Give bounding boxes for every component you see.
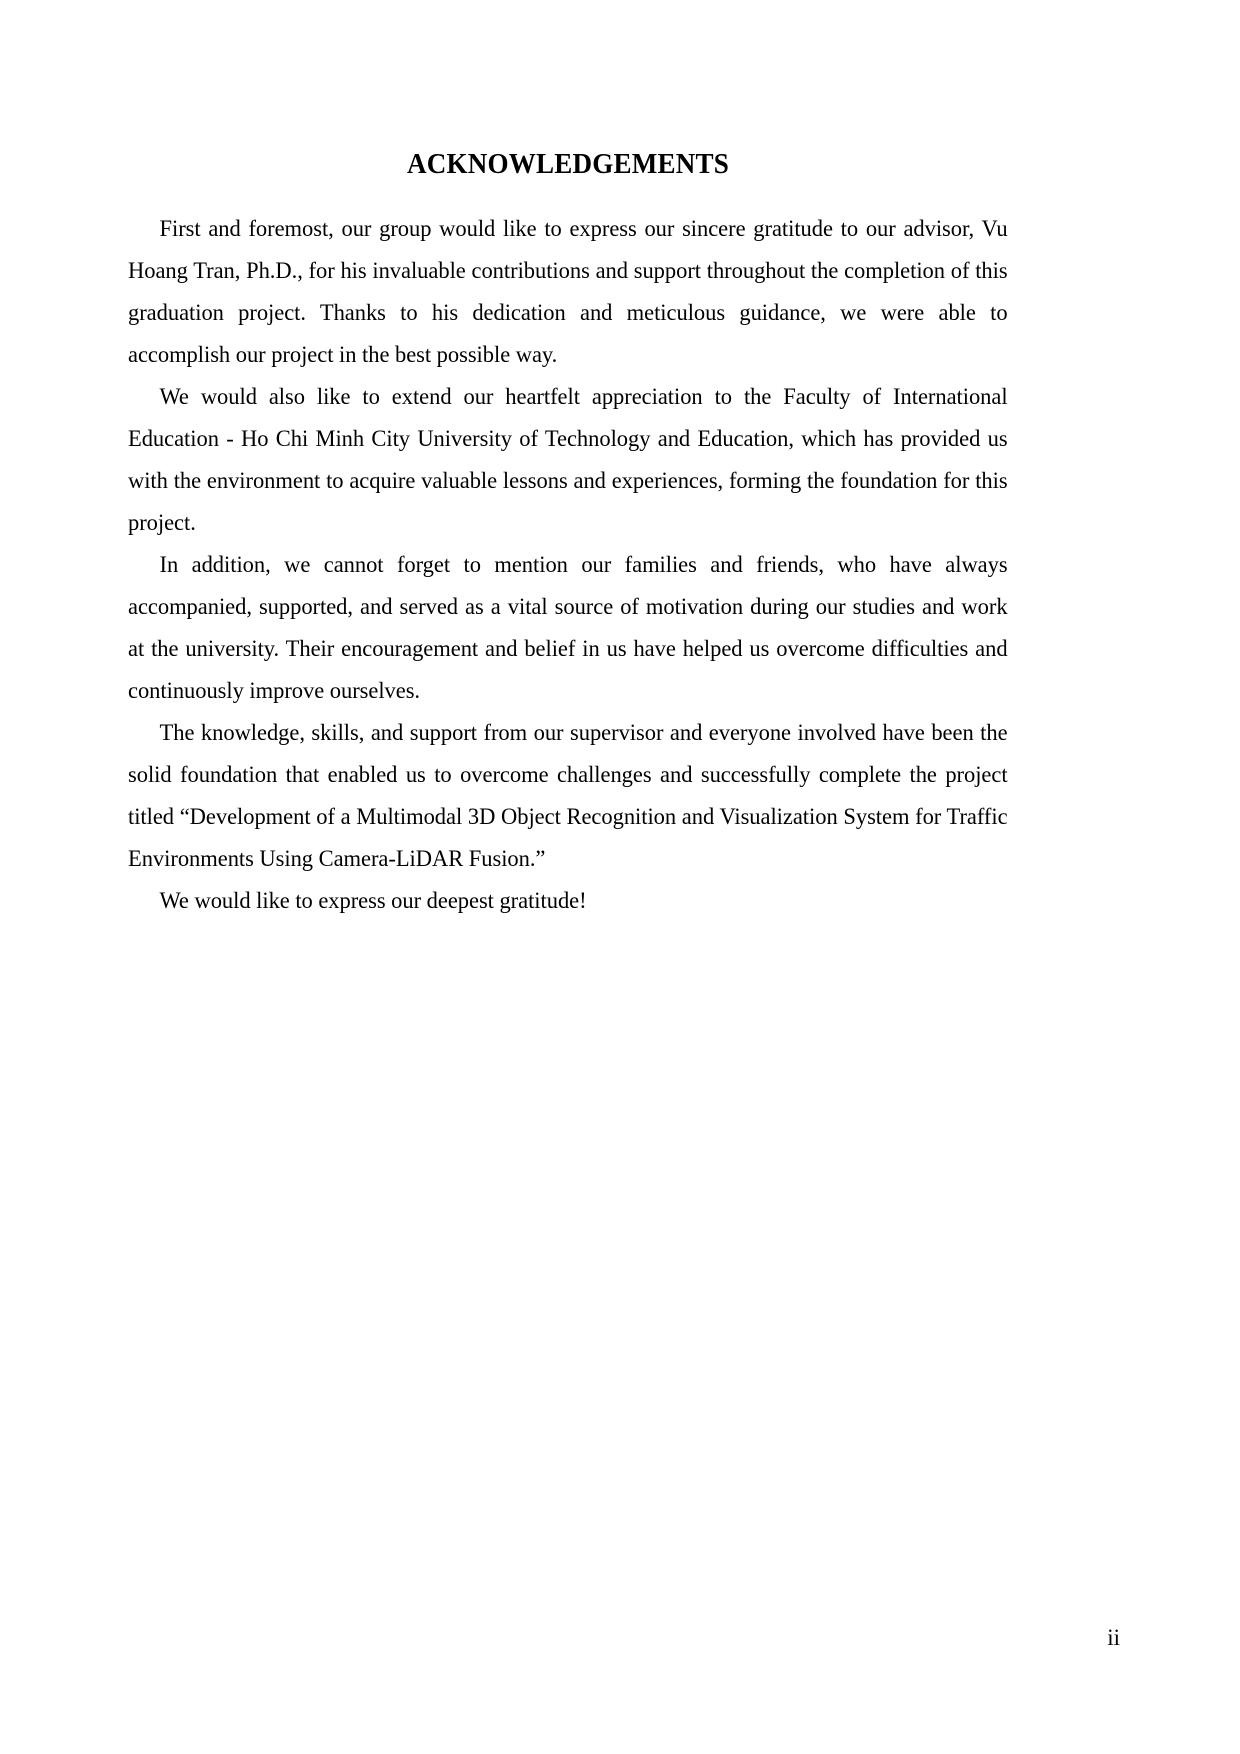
paragraph-4: The knowledge, skills, and support from our supervisor and everyone involved have been the solid foundation that enabled us to overcome challenges and successfully complete the project titled “Development of a Multimodal 3D Object Recognition and Visualization System for Traffic Environments Using Camera-LiDAR Fusion.”	[128, 720, 1008, 873]
paragraph-3: In addition, we cannot forget to mention our families and friends, who have always accompanied, supported, and served as a vital source of motivation during our studies and work at the university. Their encouragement and belief in us have helped us overcome difficulties and continuously improve ourselves.	[128, 552, 1008, 705]
paragraph-1: First and foremost, our group would like to express our sincere gratitude to our advisor, Vu Hoang Tran, Ph.D., for his invaluable contributions and support throughout the completion of this graduation project. Thanks to his dedication and meticulous guidance, we were able to accomplish our project in the best possible way.	[128, 216, 1008, 369]
page-number: ii	[1107, 1625, 1120, 1650]
page-title: ACKNOWLEDGEMENTS	[407, 149, 729, 180]
page-content	[128, 0, 1008, 922]
paragraph-5: We would like to express our deepest gratitude!	[159, 888, 587, 915]
paragraph-2: We would also like to extend our heartfelt appreciation to the Faculty of International Education - Ho Chi Minh City University of Technology and Education, which has provided us with the environment to acquire valuable lessons and experiences, forming the foundation for this project.	[128, 384, 1008, 537]
body-text	[128, 182, 1008, 922]
